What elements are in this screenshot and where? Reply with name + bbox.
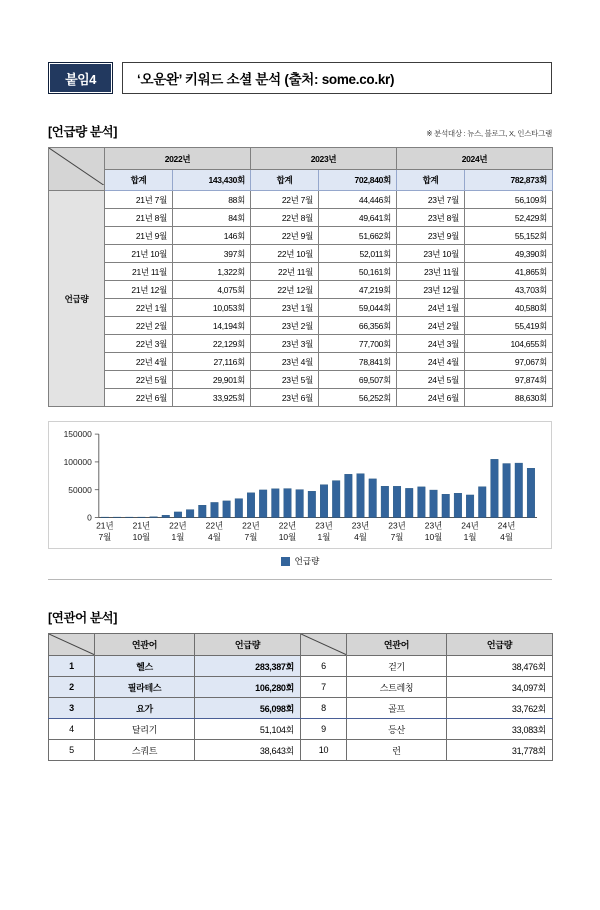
month-cell: 22년 7월 xyxy=(251,191,319,209)
diagonal-line-icon xyxy=(301,634,346,655)
chart-bar xyxy=(491,459,499,517)
value-cell: 22,129회 xyxy=(173,335,251,353)
keyword-count: 31,778회 xyxy=(447,740,553,761)
keyword-count: 38,476회 xyxy=(447,656,553,677)
keyword-rank: 7 xyxy=(301,677,347,698)
chart-bar xyxy=(259,490,267,518)
keyword-table xyxy=(48,633,553,761)
x-axis-tick-label: 10월 xyxy=(425,531,443,542)
value-cell: 84회 xyxy=(173,209,251,227)
chart-bar xyxy=(150,517,158,518)
value-cell: 104,655회 xyxy=(465,335,553,353)
chart-bar xyxy=(357,474,365,518)
keyword-section-title: [연관어 분석] xyxy=(48,608,117,626)
value-cell: 59,044회 xyxy=(319,299,397,317)
corner-cell-diagonal xyxy=(49,148,105,191)
value-cell: 43,703회 xyxy=(465,281,553,299)
keyword-row xyxy=(49,698,553,719)
month-cell: 23년 6월 xyxy=(251,389,319,407)
mention-table-header-row xyxy=(49,148,553,170)
chart-legend xyxy=(48,555,552,567)
keyword-table-header-row xyxy=(49,634,553,656)
chart-bar xyxy=(332,481,340,518)
keyword-word: 스트레칭 xyxy=(347,677,447,698)
month-cell: 21년 10월 xyxy=(105,245,173,263)
month-cell: 22년 11월 xyxy=(251,263,319,281)
chart-bar xyxy=(393,486,401,517)
year-header-2023: 2023년 xyxy=(251,148,397,170)
month-cell: 22년 5월 xyxy=(105,371,173,389)
y-axis-tick-label: 150000 xyxy=(64,429,92,439)
value-cell: 51,662회 xyxy=(319,227,397,245)
value-cell: 88회 xyxy=(173,191,251,209)
value-cell: 33,925회 xyxy=(173,389,251,407)
keyword-rank: 10 xyxy=(301,740,347,761)
diagonal-line-icon xyxy=(49,634,94,655)
keyword-word: 달리기 xyxy=(95,719,195,740)
x-axis-tick-label: 7월 xyxy=(391,531,404,542)
keyword-rank: 6 xyxy=(301,656,347,677)
total-label-2023: 합계 xyxy=(251,170,319,191)
month-cell: 22년 4월 xyxy=(105,353,173,371)
value-cell: 14,194회 xyxy=(173,317,251,335)
keyword-word: 필라테스 xyxy=(95,677,195,698)
mention-row-label: 언급량 xyxy=(49,191,105,407)
month-cell: 24년 2월 xyxy=(397,317,465,335)
x-axis-tick-label: 7월 xyxy=(245,531,258,542)
chart-bar xyxy=(345,474,353,517)
keyword-rank: 4 xyxy=(49,719,95,740)
chart-bar xyxy=(442,494,450,517)
keyword-row xyxy=(49,740,553,761)
legend-color-swatch-icon xyxy=(281,557,290,566)
table-row xyxy=(49,389,553,407)
value-cell: 78,841회 xyxy=(319,353,397,371)
keyword-rank: 9 xyxy=(301,719,347,740)
chart-bar xyxy=(503,464,511,518)
chart-bar xyxy=(515,463,523,517)
y-axis-tick-label: 50000 xyxy=(68,485,92,495)
x-axis-tick-label: 10월 xyxy=(133,531,151,542)
legend-label: 언급량 xyxy=(295,555,320,567)
table-row xyxy=(49,299,553,317)
keyword-header-count-left: 언급량 xyxy=(195,634,301,656)
month-cell: 24년 1월 xyxy=(397,299,465,317)
keyword-rank: 3 xyxy=(49,698,95,719)
x-axis-tick-label: 4월 xyxy=(500,531,513,542)
x-axis-tick-label: 21년 xyxy=(96,520,114,531)
month-cell: 22년 8월 xyxy=(251,209,319,227)
value-cell: 55,419회 xyxy=(465,317,553,335)
value-cell: 49,641회 xyxy=(319,209,397,227)
value-cell: 397회 xyxy=(173,245,251,263)
year-header-2024: 2024년 xyxy=(397,148,553,170)
month-cell: 24년 6월 xyxy=(397,389,465,407)
keyword-rank: 2 xyxy=(49,677,95,698)
analysis-scope-note: ※ 분석대상 : 뉴스, 블로그, X, 인스타그램 xyxy=(426,128,552,140)
x-axis-tick-label: 23년 xyxy=(388,520,406,531)
table-row xyxy=(49,209,553,227)
month-cell: 24년 5월 xyxy=(397,371,465,389)
keyword-section-header xyxy=(48,608,552,626)
keyword-count: 38,643회 xyxy=(195,740,301,761)
chart-bar xyxy=(430,490,438,517)
chart-bar xyxy=(405,488,413,517)
x-axis-tick-label: 23년 xyxy=(425,520,443,531)
month-cell: 21년 8월 xyxy=(105,209,173,227)
month-cell: 21년 11월 xyxy=(105,263,173,281)
month-cell: 23년 5월 xyxy=(251,371,319,389)
value-cell: 40,580회 xyxy=(465,299,553,317)
keyword-word: 요가 xyxy=(95,698,195,719)
chart-bar xyxy=(235,499,243,518)
chart-bar xyxy=(308,491,316,517)
chart-bar xyxy=(199,505,207,517)
keyword-count: 56,098회 xyxy=(195,698,301,719)
x-axis-tick-label: 22년 xyxy=(206,520,224,531)
total-value-2023: 702,840회 xyxy=(319,170,397,191)
table-row xyxy=(49,317,553,335)
month-cell: 21년 7월 xyxy=(105,191,173,209)
table-row xyxy=(49,245,553,263)
table-row xyxy=(49,263,553,281)
table-row xyxy=(49,281,553,299)
value-cell: 56,252회 xyxy=(319,389,397,407)
keyword-word: 헬스 xyxy=(95,656,195,677)
x-axis-tick-label: 7월 xyxy=(98,531,111,542)
x-axis-tick-label: 23년 xyxy=(315,520,333,531)
month-cell: 23년 4월 xyxy=(251,353,319,371)
keyword-count: 33,083회 xyxy=(447,719,553,740)
chart-bar xyxy=(418,487,426,518)
chart-bar xyxy=(186,510,194,518)
month-cell: 23년 1월 xyxy=(251,299,319,317)
month-cell: 22년 9월 xyxy=(251,227,319,245)
x-axis-tick-label: 22년 xyxy=(242,520,260,531)
chart-bar xyxy=(466,495,474,518)
month-cell: 23년 8월 xyxy=(397,209,465,227)
chart-bar xyxy=(369,479,377,518)
document-page xyxy=(0,62,600,910)
value-cell: 52,429회 xyxy=(465,209,553,227)
table-row xyxy=(49,353,553,371)
keyword-row xyxy=(49,677,553,698)
value-cell: 66,356회 xyxy=(319,317,397,335)
month-cell: 22년 2월 xyxy=(105,317,173,335)
value-cell: 77,700회 xyxy=(319,335,397,353)
chart-bar xyxy=(174,512,182,518)
page-title: ‘오운완’ 키워드 소셜 분석 (출처: some.co.kr) xyxy=(122,62,552,94)
section-divider xyxy=(48,579,552,580)
value-cell: 56,109회 xyxy=(465,191,553,209)
chart-bar xyxy=(381,486,389,517)
value-cell: 44,446회 xyxy=(319,191,397,209)
chart-bar xyxy=(272,489,280,518)
keyword-word: 걷기 xyxy=(347,656,447,677)
total-value-2022: 143,430회 xyxy=(173,170,251,191)
keyword-count: 33,762회 xyxy=(447,698,553,719)
month-cell: 22년 3월 xyxy=(105,335,173,353)
diagonal-line-icon xyxy=(49,148,104,185)
keyword-count: 34,097회 xyxy=(447,677,553,698)
month-cell: 23년 11월 xyxy=(397,263,465,281)
month-cell: 23년 12월 xyxy=(397,281,465,299)
value-cell: 49,390회 xyxy=(465,245,553,263)
x-axis-tick-label: 23년 xyxy=(352,520,370,531)
x-axis-tick-label: 4월 xyxy=(208,531,221,542)
mention-section-header xyxy=(48,122,552,140)
month-cell: 23년 2월 xyxy=(251,317,319,335)
month-cell: 23년 7월 xyxy=(397,191,465,209)
total-label-2024: 합계 xyxy=(397,170,465,191)
keyword-count: 51,104회 xyxy=(195,719,301,740)
value-cell: 88,630회 xyxy=(465,389,553,407)
y-axis-tick-label: 0 xyxy=(87,512,92,522)
keyword-rank: 5 xyxy=(49,740,95,761)
month-cell: 23년 3월 xyxy=(251,335,319,353)
chart-bar xyxy=(247,493,255,518)
x-axis-tick-label: 24년 xyxy=(498,520,516,531)
mention-section-title: [언급량 분석] xyxy=(48,122,117,140)
month-cell: 21년 12월 xyxy=(105,281,173,299)
chart-bar xyxy=(478,487,486,518)
chart-bar xyxy=(296,490,304,518)
document-header xyxy=(48,62,552,94)
keyword-count: 106,280회 xyxy=(195,677,301,698)
table-row xyxy=(49,191,553,209)
x-axis-tick-label: 10월 xyxy=(279,531,297,542)
value-cell: 55,152회 xyxy=(465,227,553,245)
value-cell: 1,322회 xyxy=(173,263,251,281)
table-row xyxy=(49,335,553,353)
x-axis-tick-label: 1월 xyxy=(464,531,477,542)
month-cell: 24년 4월 xyxy=(397,353,465,371)
attachment-badge: 붙임4 xyxy=(48,62,113,94)
x-axis-tick-label: 22년 xyxy=(279,520,297,531)
x-axis-tick-label: 1월 xyxy=(171,531,184,542)
chart-bar xyxy=(527,468,535,517)
value-cell: 29,901회 xyxy=(173,371,251,389)
table-row xyxy=(49,227,553,245)
month-cell: 24년 3월 xyxy=(397,335,465,353)
table-row xyxy=(49,371,553,389)
x-axis-tick-label: 24년 xyxy=(461,520,479,531)
value-cell: 146회 xyxy=(173,227,251,245)
year-header-2022: 2022년 xyxy=(105,148,251,170)
keyword-word: 런 xyxy=(347,740,447,761)
value-cell: 47,219회 xyxy=(319,281,397,299)
keyword-row xyxy=(49,656,553,677)
keyword-word: 골프 xyxy=(347,698,447,719)
value-cell: 10,053회 xyxy=(173,299,251,317)
chart-bar xyxy=(284,489,292,518)
corner-cell-diagonal-right xyxy=(301,634,347,656)
month-cell: 21년 9월 xyxy=(105,227,173,245)
month-cell: 22년 12월 xyxy=(251,281,319,299)
x-axis-tick-label: 1월 xyxy=(318,531,331,542)
value-cell: 97,874회 xyxy=(465,371,553,389)
value-cell: 41,865회 xyxy=(465,263,553,281)
keyword-header-word-right: 연관어 xyxy=(347,634,447,656)
keyword-word: 등산 xyxy=(347,719,447,740)
keyword-header-word-left: 연관어 xyxy=(95,634,195,656)
bar-chart-canvas xyxy=(53,428,543,546)
mention-table xyxy=(48,147,553,407)
chart-bar xyxy=(320,485,328,518)
month-cell: 22년 1월 xyxy=(105,299,173,317)
x-axis-tick-label: 4월 xyxy=(354,531,367,542)
value-cell: 27,116회 xyxy=(173,353,251,371)
corner-cell-diagonal-left xyxy=(49,634,95,656)
keyword-rank: 1 xyxy=(49,656,95,677)
x-axis-tick-label: 21년 xyxy=(133,520,151,531)
keyword-row xyxy=(49,719,553,740)
value-cell: 69,507회 xyxy=(319,371,397,389)
value-cell: 97,067회 xyxy=(465,353,553,371)
value-cell: 50,161회 xyxy=(319,263,397,281)
total-label-2022: 합계 xyxy=(105,170,173,191)
mention-bar-chart xyxy=(48,421,552,549)
month-cell: 23년 10월 xyxy=(397,245,465,263)
keyword-count: 283,387회 xyxy=(195,656,301,677)
month-cell: 23년 9월 xyxy=(397,227,465,245)
mention-total-row xyxy=(49,170,553,191)
y-axis-tick-label: 100000 xyxy=(64,457,92,467)
value-cell: 52,011회 xyxy=(319,245,397,263)
chart-bar xyxy=(223,501,231,518)
keyword-word: 스쿼트 xyxy=(95,740,195,761)
value-cell: 4,075회 xyxy=(173,281,251,299)
month-cell: 22년 10월 xyxy=(251,245,319,263)
keyword-rank: 8 xyxy=(301,698,347,719)
chart-bar xyxy=(211,502,219,517)
x-axis-tick-label: 22년 xyxy=(169,520,187,531)
total-value-2024: 782,873회 xyxy=(465,170,553,191)
chart-bar xyxy=(454,493,462,517)
keyword-header-count-right: 언급량 xyxy=(447,634,553,656)
month-cell: 22년 6월 xyxy=(105,389,173,407)
chart-bar xyxy=(162,515,170,517)
